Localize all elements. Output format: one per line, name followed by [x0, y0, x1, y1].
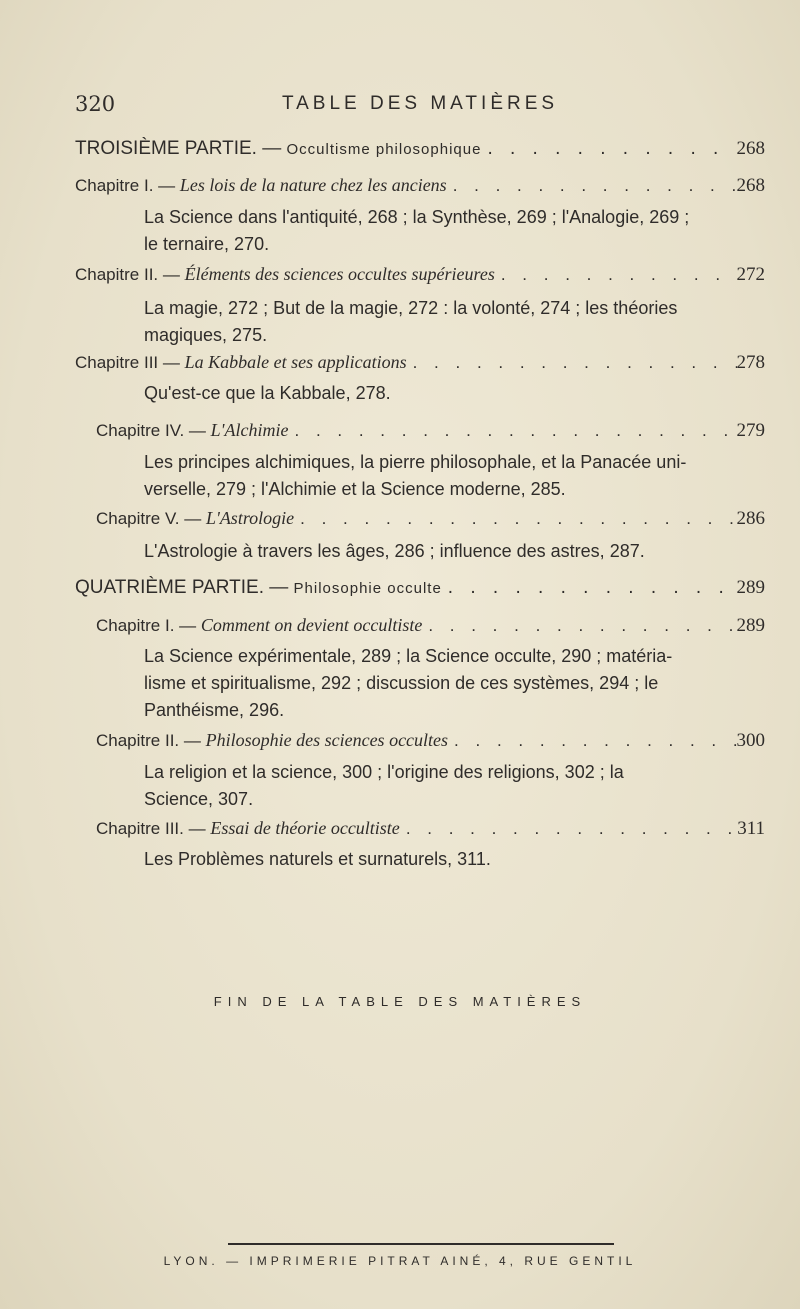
page-ref: 289	[736, 615, 765, 636]
chapter-title: Essai de théorie occultiste	[210, 818, 400, 838]
part-title: Philosophie occulte	[293, 580, 442, 597]
chapter-label: Chapitre II. —	[96, 731, 201, 750]
chapter-summary: La religion et la science, 300 ; l'origine des religions, 302 ; la Science, 307.	[144, 762, 624, 809]
toc-chapter-entry[interactable]	[75, 264, 765, 286]
toc-chapter-entry[interactable]	[96, 730, 765, 752]
divider	[228, 1243, 614, 1245]
chapter-label: Chapitre II. —	[75, 265, 180, 284]
chapter-title: L'Astrologie	[205, 508, 295, 528]
page-ref: 300	[736, 730, 765, 751]
part-label: TROISIÈME PARTIE. —	[75, 138, 282, 159]
toc-chapter-entry[interactable]	[75, 175, 765, 197]
leader-dots	[294, 509, 736, 529]
page-ref: 279	[736, 420, 765, 441]
leader-dots	[407, 353, 737, 373]
page-ref: 272	[736, 264, 765, 285]
chapter-summary: Qu'est-ce que la Kabbale, 278.	[144, 383, 391, 403]
chapter-summary: Les Problèmes naturels et surnaturels, 311.	[144, 849, 491, 869]
part-label: QUATRIÈME PARTIE. —	[75, 577, 289, 598]
chapter-title: La Kabbale et ses applications	[184, 352, 407, 372]
page-ref: 268	[736, 175, 765, 196]
printer-imprint: LYON. — IMPRIMERIE PITRAT AINÉ, 4, RUE GENTIL	[163, 1254, 637, 1268]
leader-dots	[442, 577, 737, 599]
running-head	[75, 92, 765, 122]
chapter-title: Philosophie des sciences occultes	[205, 730, 449, 750]
chapter-label: Chapitre I. —	[75, 176, 176, 195]
page-ref: 286	[736, 508, 765, 529]
end-note: FIN DE LA TABLE DES MATIÈRES	[213, 994, 587, 1009]
chapter-label: Chapitre IV. —	[96, 421, 206, 440]
page-ref: 268	[736, 138, 765, 159]
leader-dots	[481, 138, 736, 160]
chapter-title: Éléments des sciences occultes supérieures	[184, 264, 495, 284]
toc-chapter-entry[interactable]	[75, 352, 765, 374]
page-number: 320	[75, 92, 116, 116]
chapter-label: Chapitre V. —	[96, 509, 202, 528]
chapter-label: Chapitre I. —	[96, 616, 197, 635]
leader-dots	[448, 731, 736, 751]
chapter-summary: La Science expérimentale, 289 ; la Science occulte, 290 ; matéria- lisme et spiritualisme, 292 ; discussion de ces systèmes, 294 ; le Panthéisme, 296.	[144, 646, 673, 720]
leader-dots	[495, 265, 737, 285]
chapter-summary: La magie, 272 ; But de la magie, 272 : la volonté, 274 ; les théories magiques, 275.	[144, 298, 678, 345]
page-title: TABLE DES MATIÈRES	[281, 93, 559, 114]
chapter-title: L'Alchimie	[210, 420, 289, 440]
toc-chapter-entry[interactable]	[96, 818, 765, 840]
chapter-summary: L'Astrologie à travers les âges, 286 ; influence des astres, 287.	[144, 541, 645, 561]
chapter-title: Les lois de la nature chez les anciens	[179, 175, 447, 195]
part-title: Occultisme philosophique	[286, 141, 482, 158]
leader-dots	[447, 176, 737, 196]
leader-dots	[289, 421, 737, 441]
toc-part-entry[interactable]	[75, 138, 765, 160]
chapter-summary: Les principes alchimiques, la pierre philosophale, et la Panacée uni- verselle, 279 ; l'Alchimie et la Science moderne, 285.	[144, 452, 687, 499]
page-ref: 289	[736, 577, 765, 598]
toc-chapter-entry[interactable]	[96, 615, 765, 637]
chapter-label: Chapitre III —	[75, 353, 180, 372]
toc-part-entry[interactable]	[75, 577, 765, 599]
toc-chapter-entry[interactable]	[96, 508, 765, 530]
page-ref: 278	[736, 352, 765, 373]
chapter-label: Chapitre III. —	[96, 819, 206, 838]
chapter-title: Comment on devient occultiste	[200, 615, 423, 635]
leader-dots	[400, 819, 737, 839]
toc-chapter-entry[interactable]	[96, 420, 765, 442]
page-ref: 311	[737, 818, 765, 839]
leader-dots	[422, 616, 736, 636]
chapter-summary: La Science dans l'antiquité, 268 ; la Synthèse, 269 ; l'Analogie, 269 ; le ternaire, 270.	[144, 207, 690, 254]
